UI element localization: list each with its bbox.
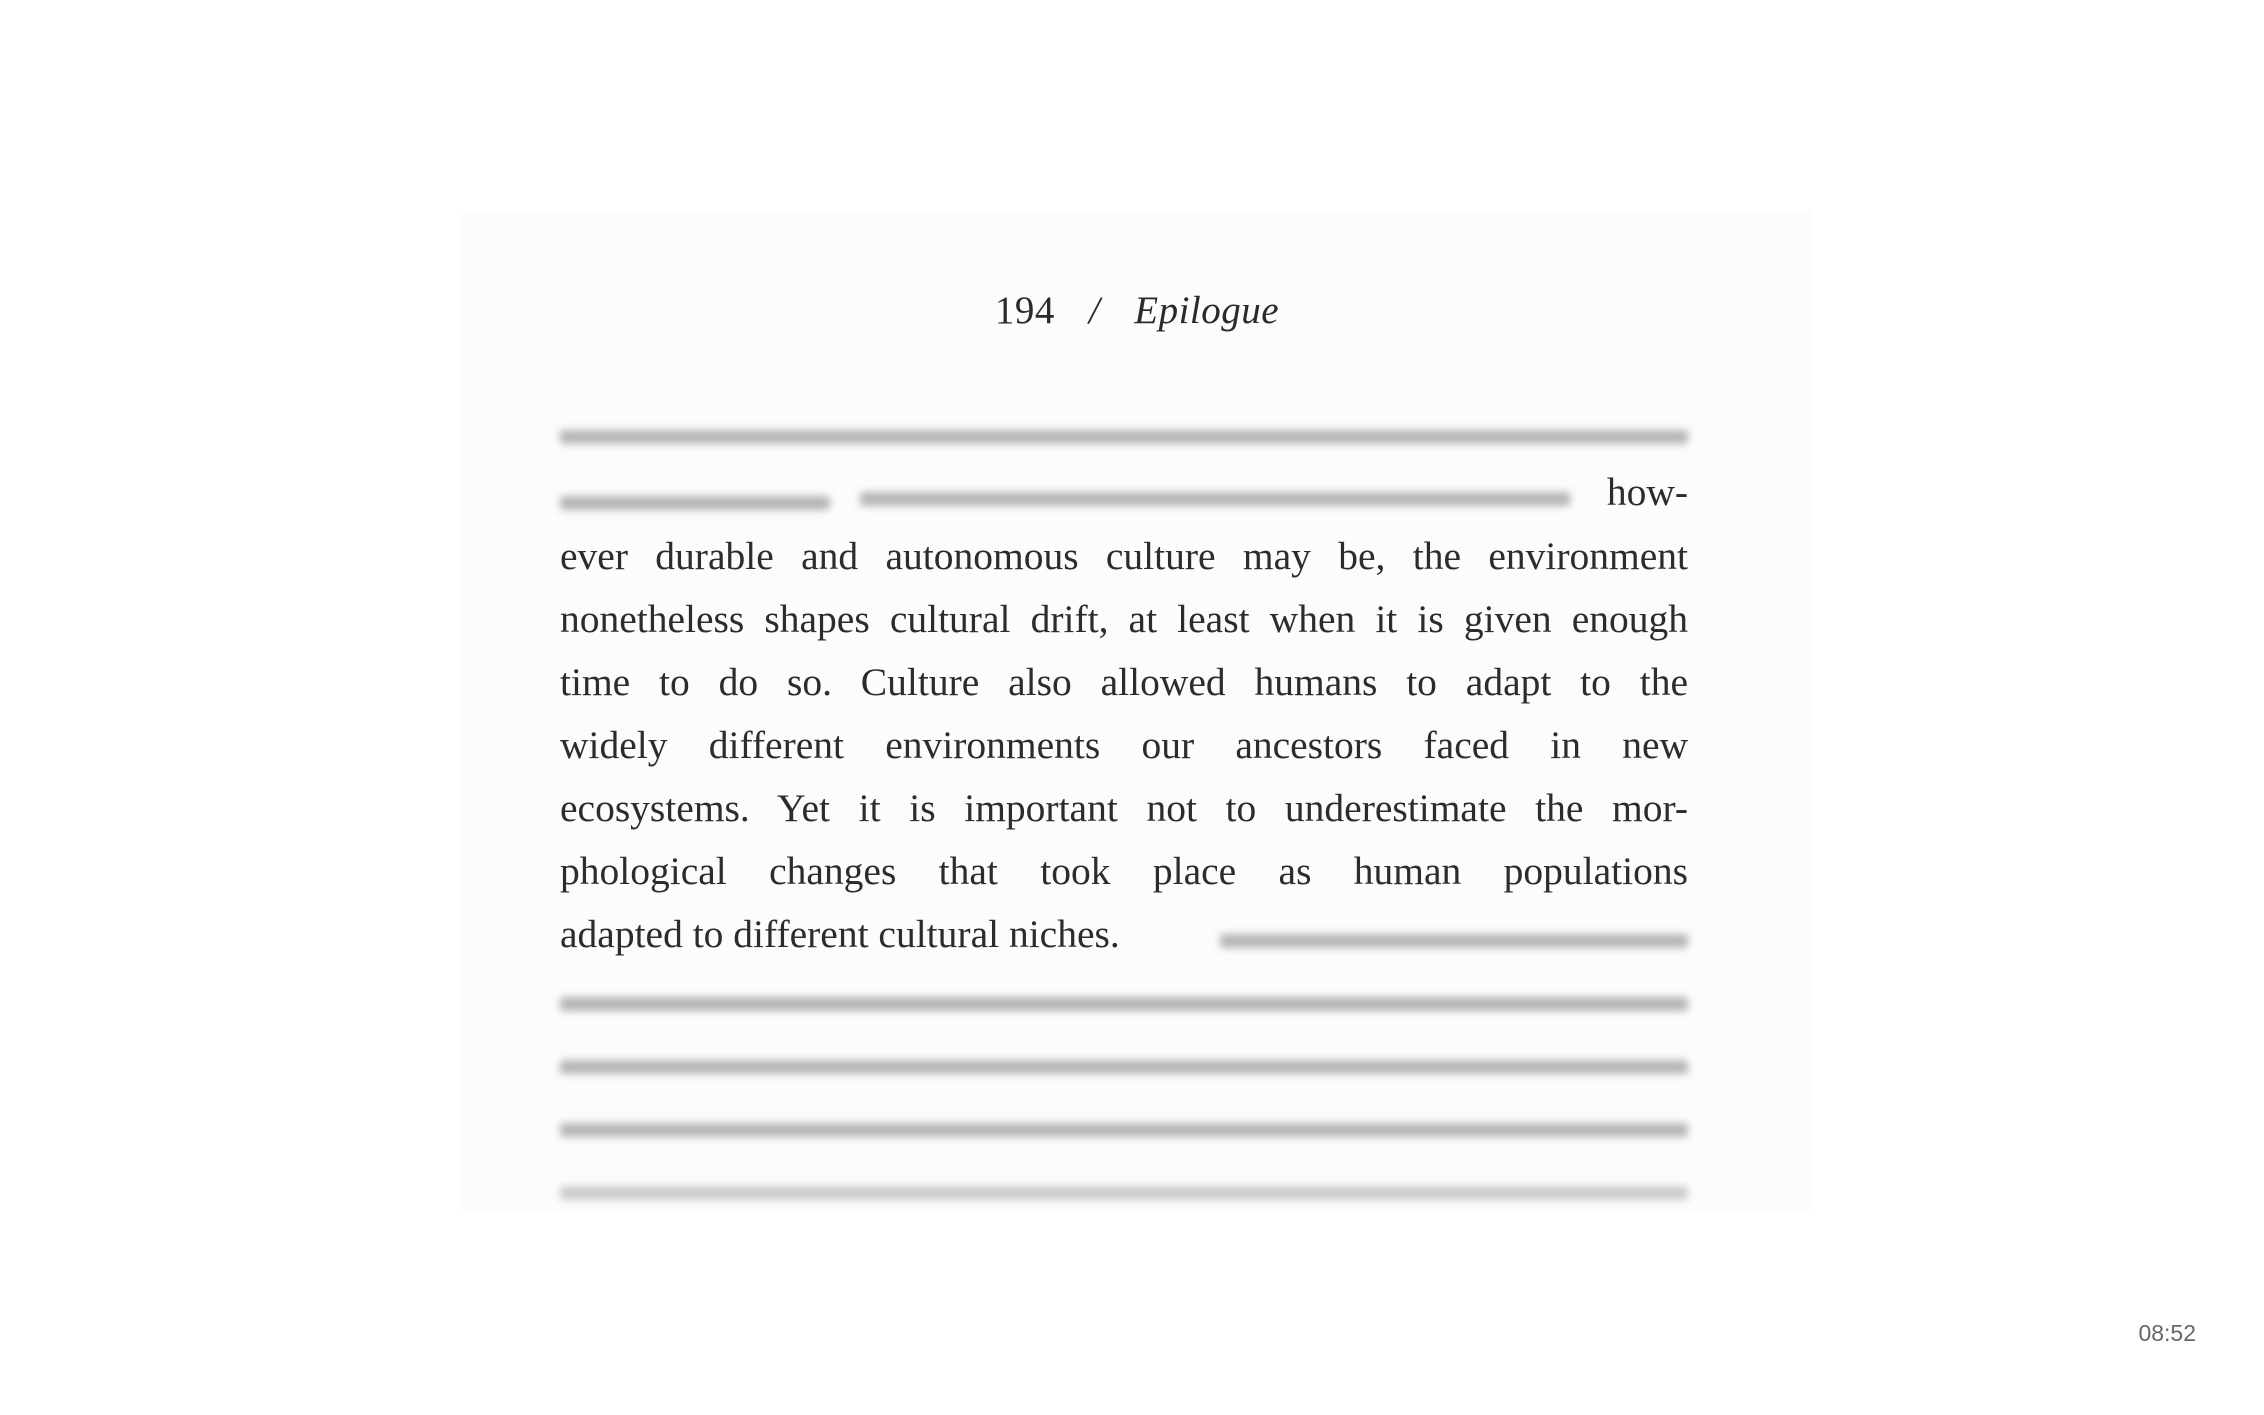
page-number: 194 <box>994 289 1055 332</box>
book-page <box>462 210 1812 1210</box>
redacted-line <box>560 430 1688 444</box>
redacted-line <box>560 1186 1688 1200</box>
redacted-line <box>560 1123 1688 1137</box>
text-line: time to do so. Culture also allowed humans to adapt to the <box>560 660 1688 704</box>
running-head <box>462 288 1812 333</box>
text-line <box>560 460 1688 524</box>
text-line: ever durable and autonomous culture may be, the environment <box>560 534 1688 578</box>
text-line: phological changes that took place as human populations <box>560 849 1688 893</box>
section-title: Epilogue <box>1134 289 1280 332</box>
line-tail: how- <box>1606 470 1688 514</box>
redacted-line <box>1220 934 1688 948</box>
text-line: widely different environments our ancestors faced in new <box>560 723 1688 767</box>
running-head-separator: / <box>1088 289 1101 332</box>
line-head: adapted to different cultural niches. <box>560 912 1120 956</box>
redacted-line <box>560 997 1688 1011</box>
clock-readout: 08:52 <box>2138 1320 2196 1346</box>
text-line: nonetheless shapes cultural drift, at least when it is given enough <box>560 597 1688 641</box>
redacted-line <box>560 1060 1688 1074</box>
text-line: ecosystems. Yet it is important not to underestimate the mor- <box>560 786 1688 830</box>
